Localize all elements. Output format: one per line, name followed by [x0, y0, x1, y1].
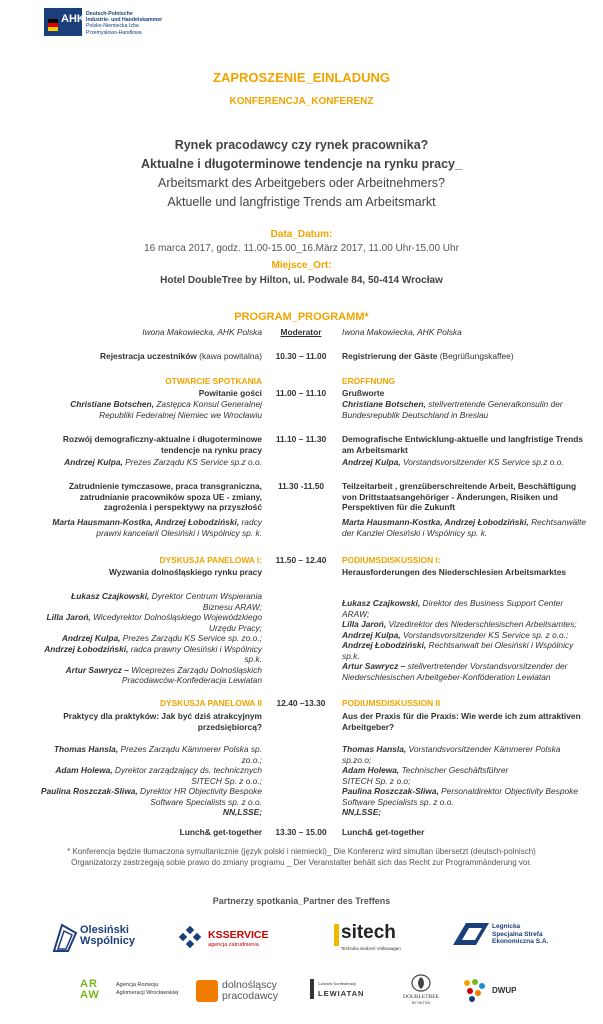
panel1-de-speakers: [342, 598, 592, 682]
demography-de-speaker: [342, 457, 592, 468]
speaker-role: Prezes Zarządu Kämmerer Polska sp. zo.o.;: [118, 744, 262, 765]
demography-time: 11.10 – 11.30: [275, 434, 327, 444]
place-label: Miejsce_Ort:: [271, 260, 332, 271]
flag-icon: [48, 19, 58, 31]
speaker-line: [342, 661, 592, 682]
page-subtitle: KONFERENCJA_KONFERENZ: [229, 96, 374, 107]
registration-pl-bold: Rejestracja uczestników: [100, 351, 197, 361]
speaker-name: Artur Sawrycz –: [342, 661, 406, 671]
topic-pl-1: Rynek pracodawcy czy rynek pracownika?: [174, 138, 429, 152]
speaker-line: [40, 644, 262, 665]
ks-service-emblem-icon: [178, 926, 204, 950]
lewiatan-bar-icon: [310, 979, 314, 999]
lsse-line2: Specjalna Strefa: [492, 930, 543, 938]
speaker-name: Paulina Roszczak-Sliwa,: [342, 786, 439, 796]
temp-work-de-speakers: [342, 517, 592, 538]
demography-pl: Rozwój demograficzny-aktualne i długoterminowe tendencje na rynku pracy: [62, 434, 262, 455]
speaker-line: [40, 612, 262, 633]
lewiatan-logo: [310, 979, 380, 1003]
speaker-name: Paulina Roszczak-Sliwa,: [40, 786, 138, 796]
speaker-line: [40, 665, 262, 686]
panel1-de: PODIUMSDISKUSSION I:: [342, 555, 441, 565]
lunch-pl: Lunch& get-together: [179, 827, 262, 837]
welcome-de: Grußworte: [342, 388, 385, 398]
lsse-text: [492, 923, 548, 946]
speaker-line: [40, 744, 262, 765]
dwup-emblem-icon: [462, 978, 488, 1004]
speaker-name: Andrzej Kulpa,: [342, 629, 401, 640]
araw-line1: Agencja Rozwoju: [116, 982, 159, 988]
speaker-line: [342, 765, 592, 776]
topic-de-2: Aktuelle und langfristige Trends am Arbeitsmarkt: [167, 195, 436, 209]
lsse-logo: [452, 921, 562, 949]
registration-de: [342, 351, 592, 362]
sitech-text: sitech: [341, 922, 396, 943]
speaker-name: Lilla Jaroń,: [46, 612, 91, 622]
footnotes: [0, 846, 603, 868]
dolnoslascy-text: [222, 980, 278, 1001]
speaker-role: Dyrektor Centrum Wspierania Biznesu ARAW;: [149, 591, 262, 612]
panel2-pl: DYSKUSJA PANELOWA II: [159, 698, 262, 708]
lewiatan-text: LEWIATAN: [318, 989, 365, 998]
olesinski-line2: Wspólnicy: [80, 935, 136, 947]
speaker-name: Andrzej Kulpa,: [64, 457, 123, 467]
speaker-name: Marta Hausmann-Kostka, Andrzej Łobodziński,: [342, 517, 529, 527]
speaker-role: Rechtsanwalt bei Olesiński i Wspólnicy sp.k.: [342, 640, 574, 661]
logo-line: Przemysłowo-Handlowa: [86, 29, 142, 36]
lewiatan-sub: Członek Konfederacji: [318, 981, 356, 986]
topic-block: [0, 136, 603, 212]
logo-line: Polsko-Niemiecka Izba: [86, 23, 139, 30]
speaker-role: Rechtsanwälte der Kanzlei Olesiński i Wspólnicy sp. k.: [342, 517, 587, 538]
speaker-name: Andrzej Kulpa,: [342, 457, 401, 467]
doubletree-logo: [394, 974, 448, 1010]
olesinski-logo: [52, 921, 152, 957]
lsse-emblem-icon: [452, 921, 490, 947]
ahk-logo-box: [44, 8, 85, 36]
welcome-pl-speaker: [40, 399, 262, 420]
olesinski-line1: Olesiński: [80, 924, 129, 936]
speaker-name: Christiane Botschen,: [342, 399, 426, 409]
registration-pl-rest: (kawa powitalna): [196, 351, 262, 361]
panel2-de-speakers: [342, 744, 592, 818]
speaker-role: Dyrektor HR Objectivity Bespoke Software Specialists sp. z o.o.: [137, 786, 262, 807]
speaker-line: NN,LSSE;: [222, 807, 262, 817]
ks-service-logo: [178, 926, 278, 952]
topic-de-1: Arbeitsmarkt des Arbeitgebers oder Arbeitnehmers?: [158, 176, 445, 190]
opening-pl: OTWARCIE SPOTKANIA: [165, 376, 262, 386]
doubletree-text: DOUBLETREE: [402, 994, 440, 1000]
speaker-role: Vorstandsvorsitzender KS Service sp.z o.o.: [400, 457, 564, 467]
speaker-role: Vizedirektor des Niederschlesischen Arbeitsamtes;: [386, 619, 577, 629]
note-changes: Organizatorzy zastrzegają sobie prawo do zmiany programu _ Der Veranstalter behält sich das Recht zur Programmänderung vor.: [71, 858, 532, 867]
doubletree-emblem-icon: [411, 974, 431, 992]
panel2-pl-subtitle: Praktycy dla praktyków: Jak być dziś atrakcyjnym przedsiębiorcą?: [63, 711, 262, 732]
speaker-name: Łukasz Czajkowski,: [342, 598, 421, 608]
speaker-line: SITECH Sp. z o.o;: [342, 775, 411, 786]
speaker-name: Andrzej Łobodziński,: [44, 643, 129, 654]
speaker-role: Personaldirektor Objectivity Bespoke Software Specialists sp. z o.o.: [342, 786, 578, 807]
lsse-line3: Ekonomiczna S.A.: [492, 938, 549, 945]
speaker-name: Marta Hausmann-Kostka, Andrzej Łobodziński,: [52, 517, 240, 527]
speaker-role: Prezes Zarządu KS Service sp.z o.o.: [122, 457, 262, 467]
speaker-role: stellvertretende Generalkonsulin der Bundesrepublik Deutschland in Breslau: [342, 399, 563, 420]
araw-text: [116, 981, 178, 997]
partners-title: Partnerzy spotkania_Partner des Treffens: [212, 896, 391, 906]
temp-work-time: 11.30 -11.50: [277, 481, 325, 491]
logo-line: Deutsch-Polnische: [86, 11, 133, 17]
moderator-pl: Iwona Makowiecka, AHK Polska: [142, 327, 262, 337]
panel2-de: PODIUMSDISKUSSION II: [342, 698, 441, 708]
speaker-role: Vorstandsvorsitzender KS Service sp. z o.o.;: [400, 629, 569, 640]
speaker-role: Vorstandsvorsitzender Kämmerer Polska sp.zo.o;: [342, 744, 561, 765]
speaker-name: Thomas Hansla,: [342, 744, 407, 754]
olesinski-emblem-icon: [52, 923, 78, 953]
panel1-de-subtitle: Herausforderungen des Niederschlesien Arbeitsmarktes: [342, 567, 567, 577]
ahk-logo-text: [86, 11, 162, 36]
registration-pl: [40, 351, 262, 362]
speaker-name: Artur Sawrycz –: [65, 664, 129, 675]
panel1-pl-speakers: [40, 591, 262, 686]
speaker-name: Christiane Botschen,: [70, 399, 154, 409]
speaker-name: Andrzej Łobodziński,: [342, 640, 427, 650]
note-translation: * Konferencja będzie tłumaczona symultanicznie (język polski i niemiecki)_ Die Konferenz wird simultan übersetzt (deutsch-polnisch): [67, 847, 536, 856]
welcome-de-speaker: [342, 399, 592, 420]
demography-pl-speaker: [40, 457, 262, 468]
panel2-pl-speakers: [40, 744, 262, 818]
panel2-time: 12.40 –13.30: [276, 698, 326, 708]
speaker-line: [342, 630, 592, 641]
panel1-pl: DYSKUSJA PANELOWA I:: [159, 555, 262, 565]
panel2-de-subtitle: Aus der Praxis für die Praxis: Wie werde ich zum attraktiven Arbeitgeber?: [342, 711, 581, 732]
speaker-line: [342, 598, 592, 619]
speaker-role: Direktor des Business Support Center ARAW;: [342, 598, 564, 619]
program-title: PROGRAM_PROGRAMM*: [234, 311, 369, 323]
speaker-name: Andrzej Kulpa,: [61, 633, 121, 643]
speaker-line: [342, 744, 592, 765]
dwup-logo: [462, 978, 526, 1006]
speaker-line: [40, 591, 262, 612]
topic-pl-2: Aktualne i długoterminowe tendencje na rynku pracy_: [141, 157, 462, 171]
sitech-bar-icon: [334, 924, 339, 946]
welcome-time: 11.00 – 11.10: [275, 388, 327, 398]
moderator-label: Moderator: [280, 327, 322, 337]
speaker-name: Adam Holewa,: [55, 765, 113, 775]
speaker-line: [40, 765, 262, 786]
dolnoslascy-emblem-icon: [196, 980, 218, 1002]
dolnoslascy-line2: pracodawcy: [222, 989, 279, 1002]
speaker-role: Wiceprezes Zarządu Dolnośląskich Pracodawców-Konfederacja Lewiatan: [121, 664, 262, 685]
demography-de: Demografische Entwicklung-aktuelle und langfristige Trends am Arbeitsmarkt: [342, 434, 584, 455]
speaker-line: [342, 786, 592, 807]
speaker-role: Wicedyrektor Dolnośląskiego Wojewódzkiego Urzędu Pracy;: [90, 612, 262, 633]
speaker-line: [342, 640, 592, 661]
speaker-role: radca prawny Olesiński i Wspólnicy sp.k.: [128, 643, 262, 664]
place-value: Hotel DoubleTree by Hilton, ul. Podwale 84, 50-414 Wrocław: [160, 275, 443, 286]
dwup-text: DWUP: [492, 986, 517, 995]
araw-line2: Aglomeracji Wrocławskiej: [116, 990, 179, 996]
speaker-line: [40, 786, 262, 807]
dolnoslascy-line1: dolnośląscy: [222, 979, 277, 991]
speaker-role: stellvertretender Vorstandsvorsitzender der Niederschlesischen Arbeitgeber-Konföderation Lewiatan: [342, 661, 568, 682]
speaker-name: Adam Holewa,: [342, 765, 400, 775]
speaker-line: NN,LSSE;: [342, 807, 382, 817]
welcome-pl: Powitanie gości: [198, 388, 262, 398]
lsse-line1: Legnicka: [492, 923, 521, 930]
doubletree-sub: BY HILTON: [411, 1001, 431, 1005]
dolnoslascy-pracodawcy-logo: [196, 979, 296, 1005]
speaker-role: Prezes Zarządu KS Service sp. zo.o.;: [120, 633, 262, 643]
speaker-name: Lilla Jaroń,: [342, 619, 387, 629]
temp-work-de: Teilzeitarbeit , grenzüberschreitende Arbeit, Beschäftigung von Drittstaatsangehöriger - Änderungen, Risiken und Perspektiven für die Zukunft: [342, 481, 577, 512]
ks-service-text: KSSERVICE: [208, 929, 269, 941]
date-value: 16 marca 2017, godz. 11.00-15.00_16.März 2017, 11.00 Uhr-15.00 Uhr: [144, 243, 459, 254]
olesinski-text: [80, 925, 135, 947]
registration-de-bold: Registrierung der Gäste: [342, 351, 438, 361]
speaker-name: Thomas Hansla,: [53, 744, 119, 754]
panel1-time: 11.50 – 12.40: [275, 555, 327, 565]
temp-work-pl-speakers: [40, 517, 262, 538]
sitech-logo: [334, 922, 414, 954]
ks-service-sub: agencja zatrudnienia: [208, 942, 259, 948]
lunch-de: Lunch& get-together: [342, 827, 425, 837]
page-title: ZAPROSZENIE_EINLADUNG: [213, 70, 390, 85]
speaker-line: [40, 633, 262, 644]
date-label: Data_Datum:: [270, 229, 333, 240]
panel1-pl-subtitle: Wyzwania dolnośląskiego rynku pracy: [109, 567, 262, 577]
lunch-time: 13.30 – 15.00: [275, 827, 327, 837]
araw-emblem-text: ARAW: [80, 978, 100, 1001]
speaker-role: Zastępca Konsul Generalnej Republiki Federalnej Niemiec we Wrocławiu: [99, 399, 262, 420]
temp-work-pl: Zatrudnienie tymczasowe, praca transgraniczna, zatrudnianie pracowników spoza UE - zmiany, zagrożenia i perspektywy na przyszłość: [68, 481, 262, 512]
ahk-abbr: AHK: [61, 13, 85, 25]
moderator-de: Iwona Makowiecka, AHK Polska: [342, 327, 462, 337]
speaker-line: [342, 619, 592, 630]
registration-de-rest: (Begrüßungskaffee): [437, 351, 514, 361]
opening-de: ERÖFFNUNG: [342, 376, 396, 386]
logo-line: Industrie- und Handelskammer: [86, 17, 163, 24]
speaker-role: radcy prawni kancelarii Olesiński i Wspólnicy sp. k.: [96, 517, 262, 538]
araw-logo: [80, 975, 180, 1007]
speaker-name: Łukasz Czajkowski,: [71, 591, 150, 601]
speaker-role: Technischer Geschäftsführer: [399, 765, 509, 775]
sitech-sub: Technika siedzeń Volkswagen: [341, 946, 401, 951]
speaker-role: Dyrektor zarządzający ds. technicznych SITECH Sp. z o.o.;: [112, 765, 262, 786]
registration-time: 10.30 – 11.00: [275, 351, 327, 361]
